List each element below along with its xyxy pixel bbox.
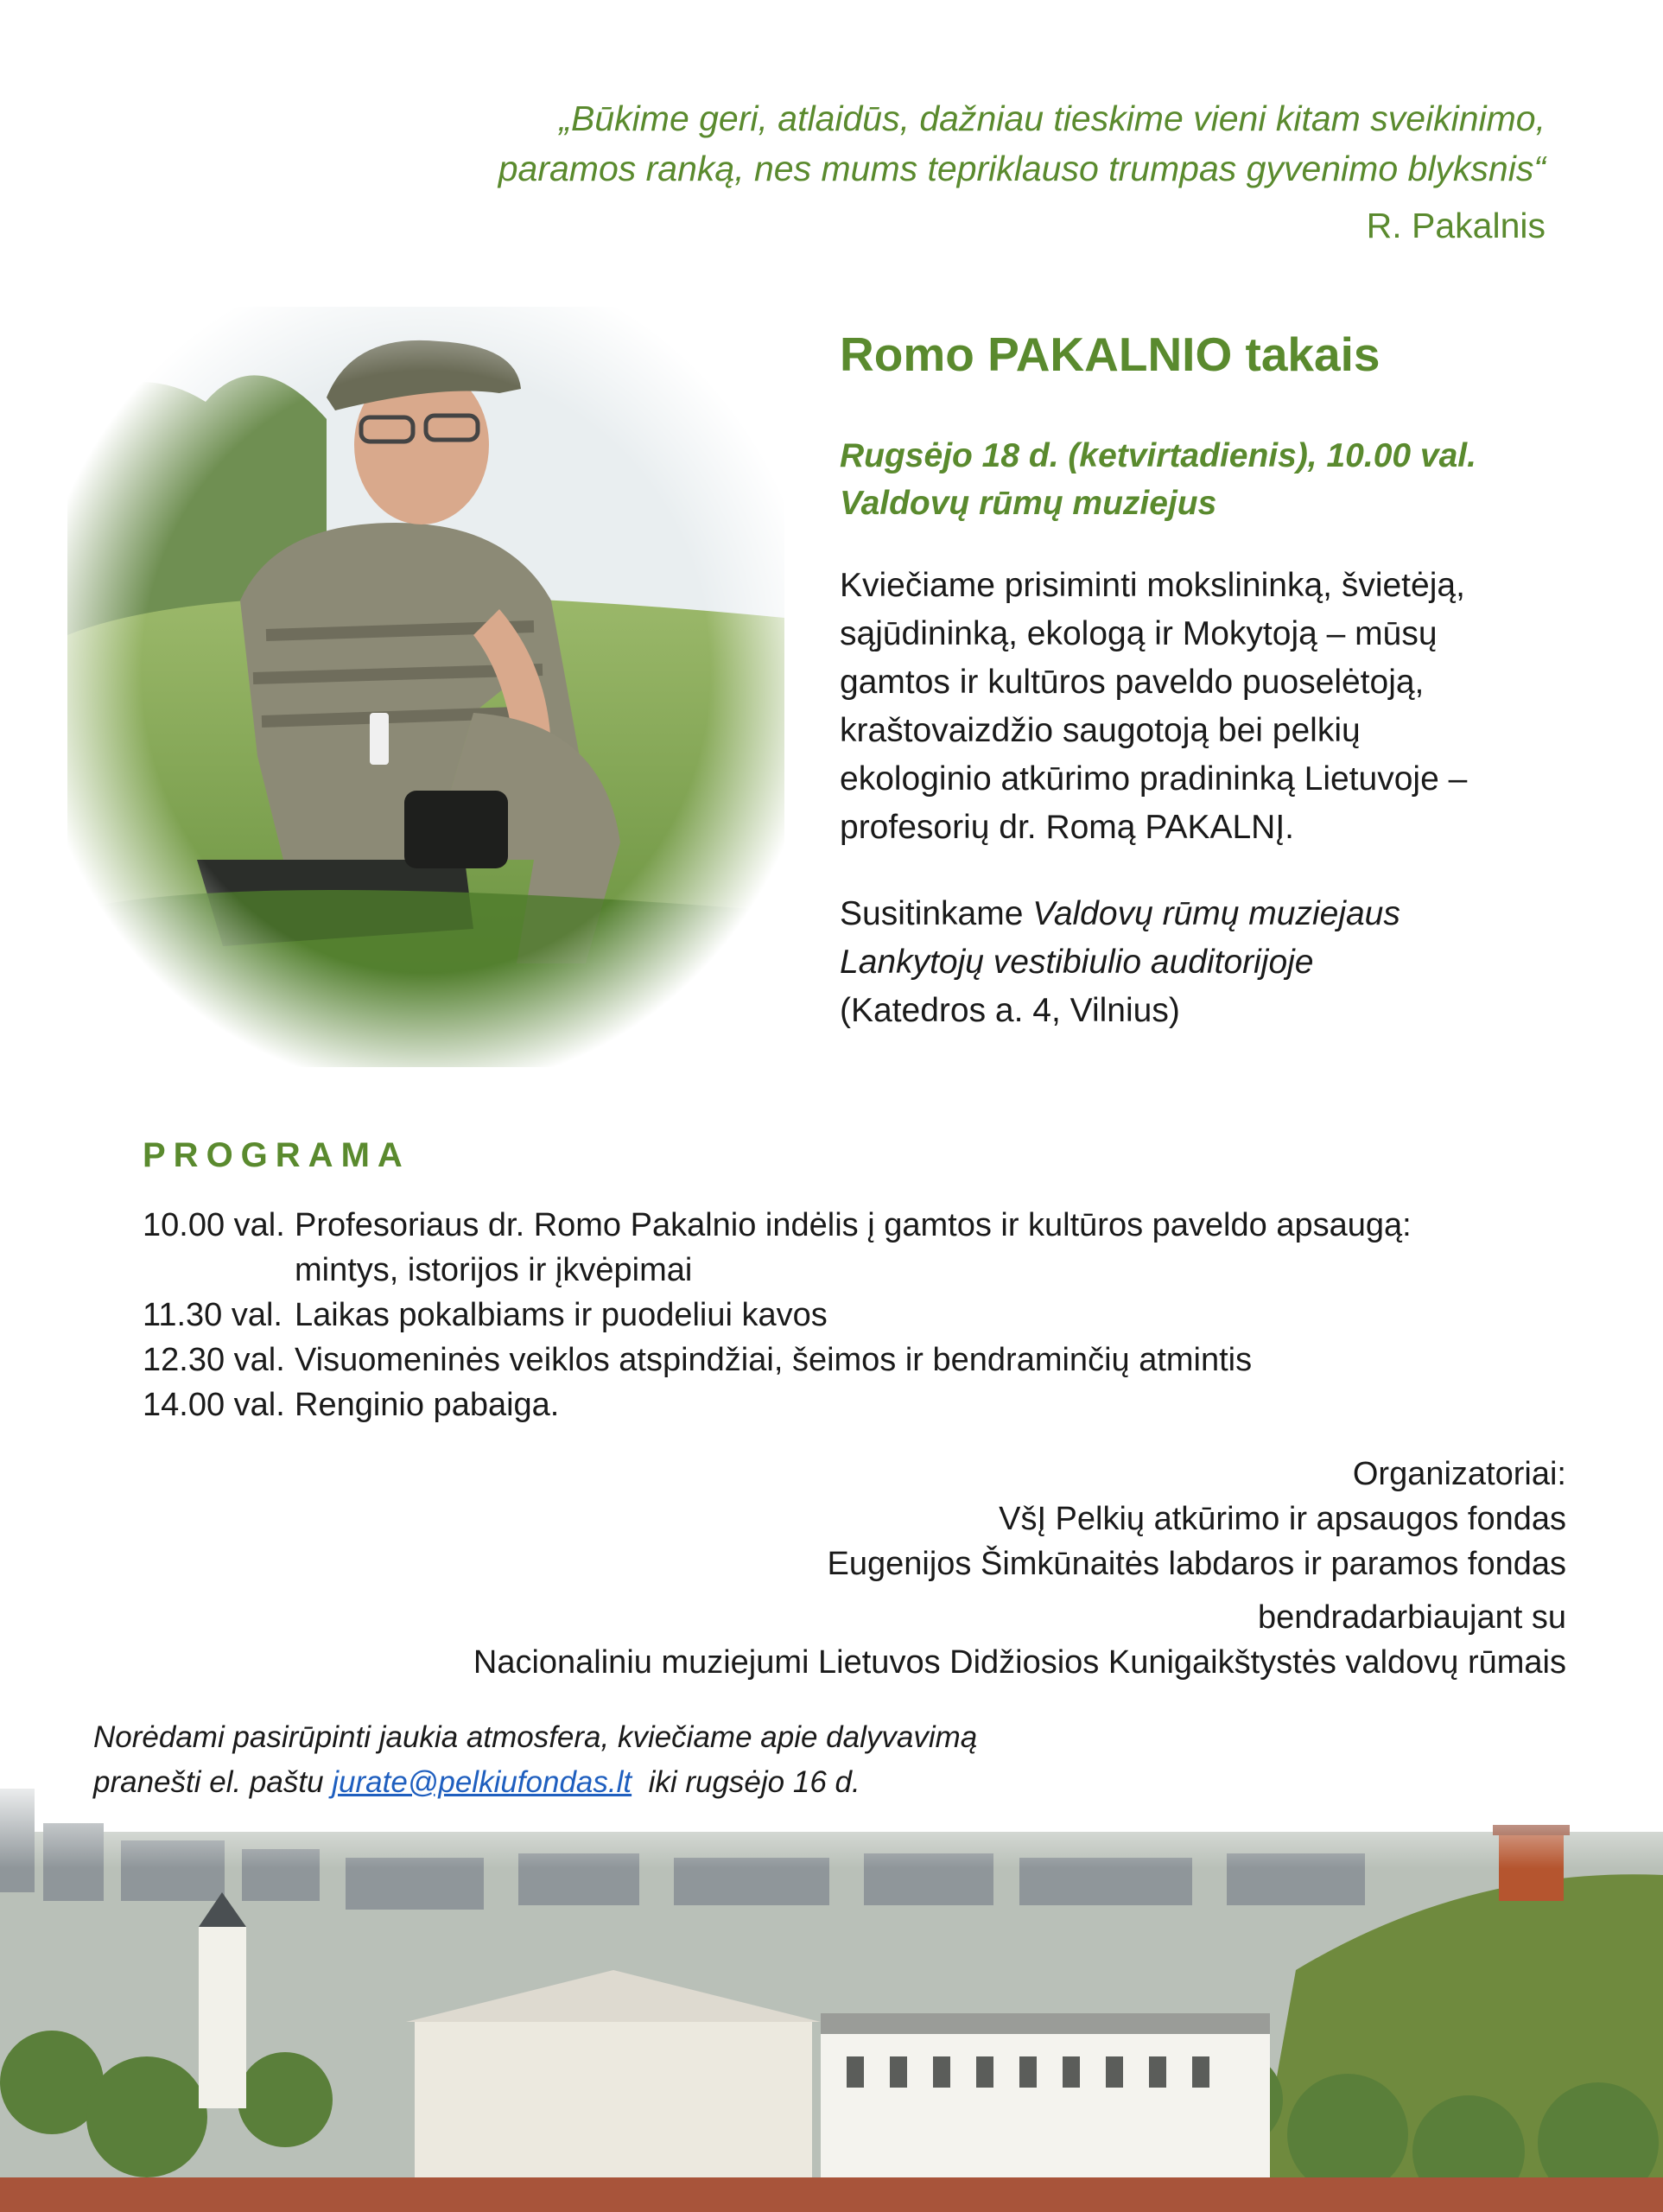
program-time: 12.30 val. bbox=[143, 1342, 285, 1378]
program-text-line: Profesoriaus dr. Romo Pakalnio indėlis į gamtos ir kultūros paveldo apsaugą: bbox=[295, 1207, 1412, 1243]
program-item bbox=[143, 1382, 1461, 1427]
program-time: 11.30 val. bbox=[143, 1297, 282, 1333]
quote bbox=[250, 93, 1546, 194]
program-list bbox=[143, 1203, 1461, 1427]
description-line: Kviečiame prisiminti mokslininką, švietėją, bbox=[840, 567, 1465, 604]
event-title: Romo PAKALNIO takais bbox=[840, 327, 1381, 381]
program-heading: PROGRAMA bbox=[143, 1136, 410, 1174]
event-venue: Valdovų rūmų muziejus bbox=[840, 485, 1217, 522]
meeting-info bbox=[840, 890, 1600, 1035]
organizer-2: Eugenijos Šimkūnaitės labdaros ir paramos fondas bbox=[827, 1546, 1566, 1582]
program-text: Visuomeninės veiklos atspindžiai, šeimos ir bendraminčių atmintis bbox=[295, 1342, 1253, 1378]
quote-line-2: paramos ranką, nes mums tepriklauso trumpas gyvenimo blyksnis“ bbox=[498, 149, 1546, 188]
partner-label: bendradarbiaujant su bbox=[1257, 1599, 1566, 1636]
vilnius-panorama bbox=[0, 1771, 1663, 2212]
rsvp-prefix: pranešti el. paštu bbox=[93, 1765, 333, 1799]
event-description bbox=[840, 562, 1600, 852]
program-time: 10.00 val. bbox=[143, 1207, 285, 1243]
program-item bbox=[143, 1293, 1461, 1338]
portrait-photo bbox=[67, 307, 784, 1067]
email-link[interactable]: jurate@pelkiufondas.lt bbox=[332, 1765, 632, 1799]
description-line: gamtos ir kultūros paveldo puoselėtoją, bbox=[840, 664, 1425, 701]
program-text bbox=[295, 1203, 1461, 1293]
organizers-label: Organizatoriai: bbox=[1352, 1456, 1566, 1492]
partner: Nacionaliniu muziejumi Lietuvos Didžiosios Kunigaikštystės valdovų rūmais bbox=[473, 1644, 1566, 1681]
meet-place-1: Valdovų rūmų muziejaus bbox=[1032, 895, 1400, 932]
organizers bbox=[473, 1452, 1566, 1685]
meet-place-2: Lankytojų vestibiulio auditorijoje bbox=[840, 944, 1314, 981]
event-date: Rugsėjo 18 d. (ketvirtadienis), 10.00 val. bbox=[840, 437, 1476, 474]
rsvp-note bbox=[93, 1715, 977, 1805]
quote-line-1: „Būkime geri, atlaidūs, dažniau tieskime vieni kitam sveikinimo, bbox=[559, 99, 1546, 138]
rsvp-suffix: iki rugsėjo 16 d. bbox=[632, 1765, 860, 1799]
program-text: Renginio pabaiga. bbox=[295, 1387, 560, 1423]
program-time: 14.00 val. bbox=[143, 1387, 285, 1423]
event-dateline bbox=[840, 432, 1476, 527]
meet-prefix: Susitinkame bbox=[840, 895, 1033, 932]
meet-address: (Katedros a. 4, Vilnius) bbox=[840, 992, 1180, 1029]
rsvp-line-1: Norėdami pasirūpinti jaukia atmosfera, kviečiame apie dalyvavimą bbox=[93, 1720, 978, 1754]
program-text: Laikas pokalbiams ir puodeliui kavos bbox=[295, 1297, 828, 1333]
program-item bbox=[143, 1338, 1461, 1382]
description-line: sąjūdininką, ekologą ir Mokytoją – mūsų bbox=[840, 615, 1438, 652]
description-line: profesorių dr. Romą PAKALNĮ. bbox=[840, 809, 1295, 846]
program-item bbox=[143, 1203, 1461, 1293]
quote-author: R. Pakalnis bbox=[1366, 206, 1546, 245]
description-line: ekologinio atkūrimo pradininką Lietuvoje – bbox=[840, 760, 1468, 798]
organizer-1: VšĮ Pelkių atkūrimo ir apsaugos fondas bbox=[999, 1501, 1566, 1537]
program-text-line: mintys, istorijos ir įkvėpimai bbox=[295, 1252, 693, 1288]
description-line: kraštovaizdžio saugotoją bei pelkių bbox=[840, 712, 1361, 749]
